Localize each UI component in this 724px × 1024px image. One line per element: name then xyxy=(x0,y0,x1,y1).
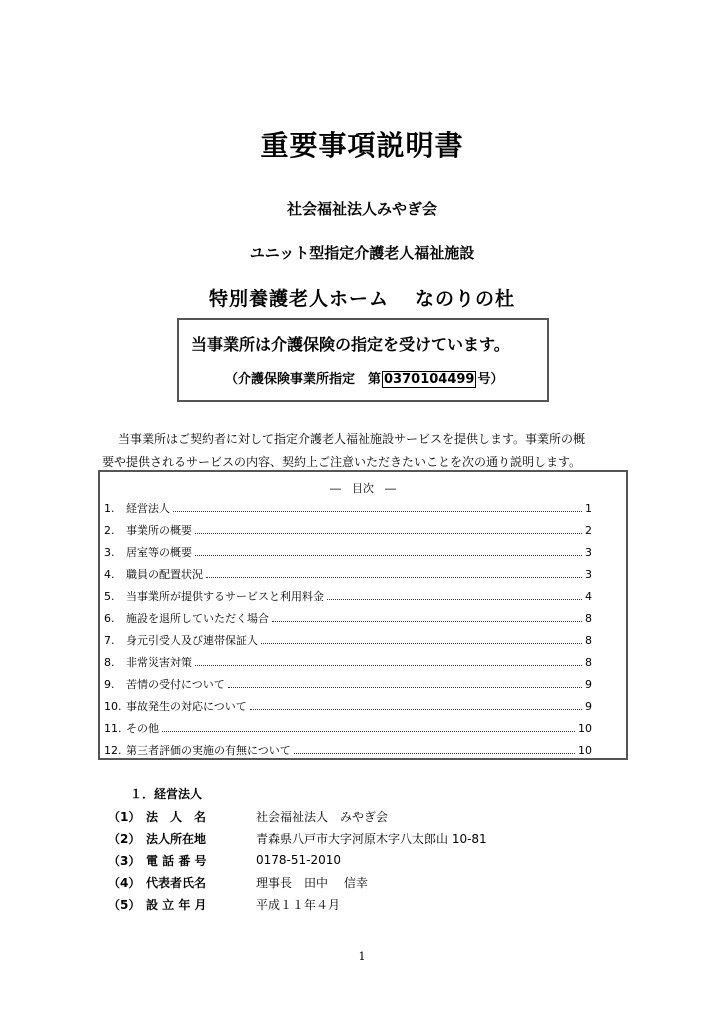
table-of-contents xyxy=(98,470,628,760)
toc-number: 5. xyxy=(104,590,115,603)
info-row xyxy=(108,849,487,871)
toc-leader xyxy=(294,753,575,754)
toc-page: 8 xyxy=(585,634,592,647)
intro-line-2: 要や提供されるサービスの内容、契約上ご注意いただきたいことを次の通り説明します。 xyxy=(102,455,582,469)
facility-type: ユニット型指定介護老人福祉施設 xyxy=(249,244,475,262)
info-value: 青森県八戸市大字河原木字八太郎山 10-81 xyxy=(256,831,487,846)
info-number: （2） xyxy=(108,831,141,846)
toc-label: 施設を退所していただく場合 xyxy=(126,612,269,625)
toc-label: 職員の配置状況 xyxy=(126,568,203,581)
toc-label: 第三者評価の実施の有無について xyxy=(126,744,291,757)
toc-item xyxy=(104,610,592,632)
toc-number: 8. xyxy=(104,656,115,669)
info-row xyxy=(108,827,487,849)
info-value: 平成１１年４月 xyxy=(256,897,341,912)
designation-notice-text: 当事業所は介護保険の指定を受けています。 xyxy=(191,335,510,354)
toc-page: 8 xyxy=(585,612,592,625)
toc-item xyxy=(104,632,592,654)
info-label: 法 人 名 xyxy=(146,809,207,824)
toc-page: 9 xyxy=(585,678,592,691)
corporation-name: 社会福祉法人みやぎ会 xyxy=(286,200,437,218)
toc-item xyxy=(104,522,592,544)
info-label: 設 立 年 月 xyxy=(146,897,207,912)
toc-page: 2 xyxy=(585,524,592,537)
toc-leader xyxy=(327,599,582,600)
toc-page: 3 xyxy=(585,546,592,559)
toc-page: 9 xyxy=(585,700,592,713)
toc-number: 10. xyxy=(104,700,122,713)
info-number: （3） xyxy=(108,853,141,868)
toc-page: 8 xyxy=(585,656,592,669)
toc-page: 1 xyxy=(585,502,592,515)
toc-leader xyxy=(173,511,582,512)
toc-page: 10 xyxy=(578,722,592,735)
toc-leader xyxy=(206,577,582,578)
info-value: 理事長 田中 信幸 xyxy=(256,875,368,890)
toc-number: 11. xyxy=(104,722,122,735)
toc-leader xyxy=(162,731,575,732)
facility-name xyxy=(0,284,724,311)
designation-prefix: （介護保険事業所指定 第 xyxy=(225,372,382,387)
toc-number: 1. xyxy=(104,502,115,515)
toc-item xyxy=(104,566,592,588)
toc-item xyxy=(104,544,592,566)
designation-suffix: 号） xyxy=(477,372,504,387)
toc-title: ― 目次 ― xyxy=(330,482,396,495)
toc-number: 4. xyxy=(104,568,115,581)
toc-label: その他 xyxy=(126,722,159,735)
info-value: 社会福祉法人 みやぎ会 xyxy=(256,809,389,824)
section-heading-operator: １．経営法人 xyxy=(130,787,203,801)
info-label: 電 話 番 号 xyxy=(146,853,207,868)
toc-item xyxy=(104,500,592,522)
toc-number: 9. xyxy=(104,678,115,691)
info-label: 法人所在地 xyxy=(146,831,207,846)
toc-item xyxy=(104,720,592,742)
info-row xyxy=(108,805,487,827)
toc-label: 居室等の概要 xyxy=(126,546,192,559)
toc-number: 3. xyxy=(104,546,115,559)
toc-page: 3 xyxy=(585,568,592,581)
toc-number: 6. xyxy=(104,612,115,625)
toc-label: 事故発生の対応について xyxy=(126,700,247,713)
info-label: 代表者氏名 xyxy=(146,875,207,890)
info-row xyxy=(108,893,487,915)
intro-line-1: 当事業所はご契約者に対して指定介護老人福祉施設サービスを提供します。事業所の概 xyxy=(118,432,586,446)
info-row xyxy=(108,871,487,893)
toc-item xyxy=(104,654,592,676)
info-number: （1） xyxy=(108,809,141,824)
toc-leader xyxy=(272,621,582,622)
toc-page: 4 xyxy=(585,590,592,603)
toc-label: 身元引受人及び連帯保証人 xyxy=(126,634,258,647)
toc-label: 経営法人 xyxy=(126,502,170,515)
toc-leader xyxy=(250,709,582,710)
designation-number: 0370104499 xyxy=(384,372,475,387)
toc-page: 10 xyxy=(578,744,592,757)
toc-item xyxy=(104,676,592,698)
toc-item xyxy=(104,588,592,610)
toc-number: 12. xyxy=(104,744,122,757)
toc-leader xyxy=(195,533,582,534)
toc-item xyxy=(104,698,592,720)
toc-leader xyxy=(228,687,582,688)
facility-name-part1: 特別養護老人ホーム xyxy=(208,288,389,310)
toc-label: 苦情の受付について xyxy=(126,678,225,691)
facility-name-part2: なのりの杜 xyxy=(415,288,516,310)
toc-label: 非常災害対策 xyxy=(126,656,192,669)
operator-info-table xyxy=(108,805,487,915)
toc-leader xyxy=(195,665,582,666)
toc-leader xyxy=(195,555,582,556)
toc-leader xyxy=(261,643,582,644)
designation-notice-box xyxy=(177,318,549,402)
toc-label: 事業所の概要 xyxy=(126,524,192,537)
info-number: （5） xyxy=(108,897,141,912)
info-value: 0178-51-2010 xyxy=(256,853,342,867)
toc-number: 7. xyxy=(104,634,115,647)
info-number: （4） xyxy=(108,875,141,890)
designation-number-line xyxy=(225,368,504,387)
document-title: 重要事項説明書 xyxy=(260,129,464,162)
toc-number: 2. xyxy=(104,524,115,537)
toc-list xyxy=(104,500,592,764)
toc-label: 当事業所が提供するサービスと利用料金 xyxy=(126,590,324,603)
page-number: 1 xyxy=(358,950,366,963)
toc-item xyxy=(104,742,592,764)
